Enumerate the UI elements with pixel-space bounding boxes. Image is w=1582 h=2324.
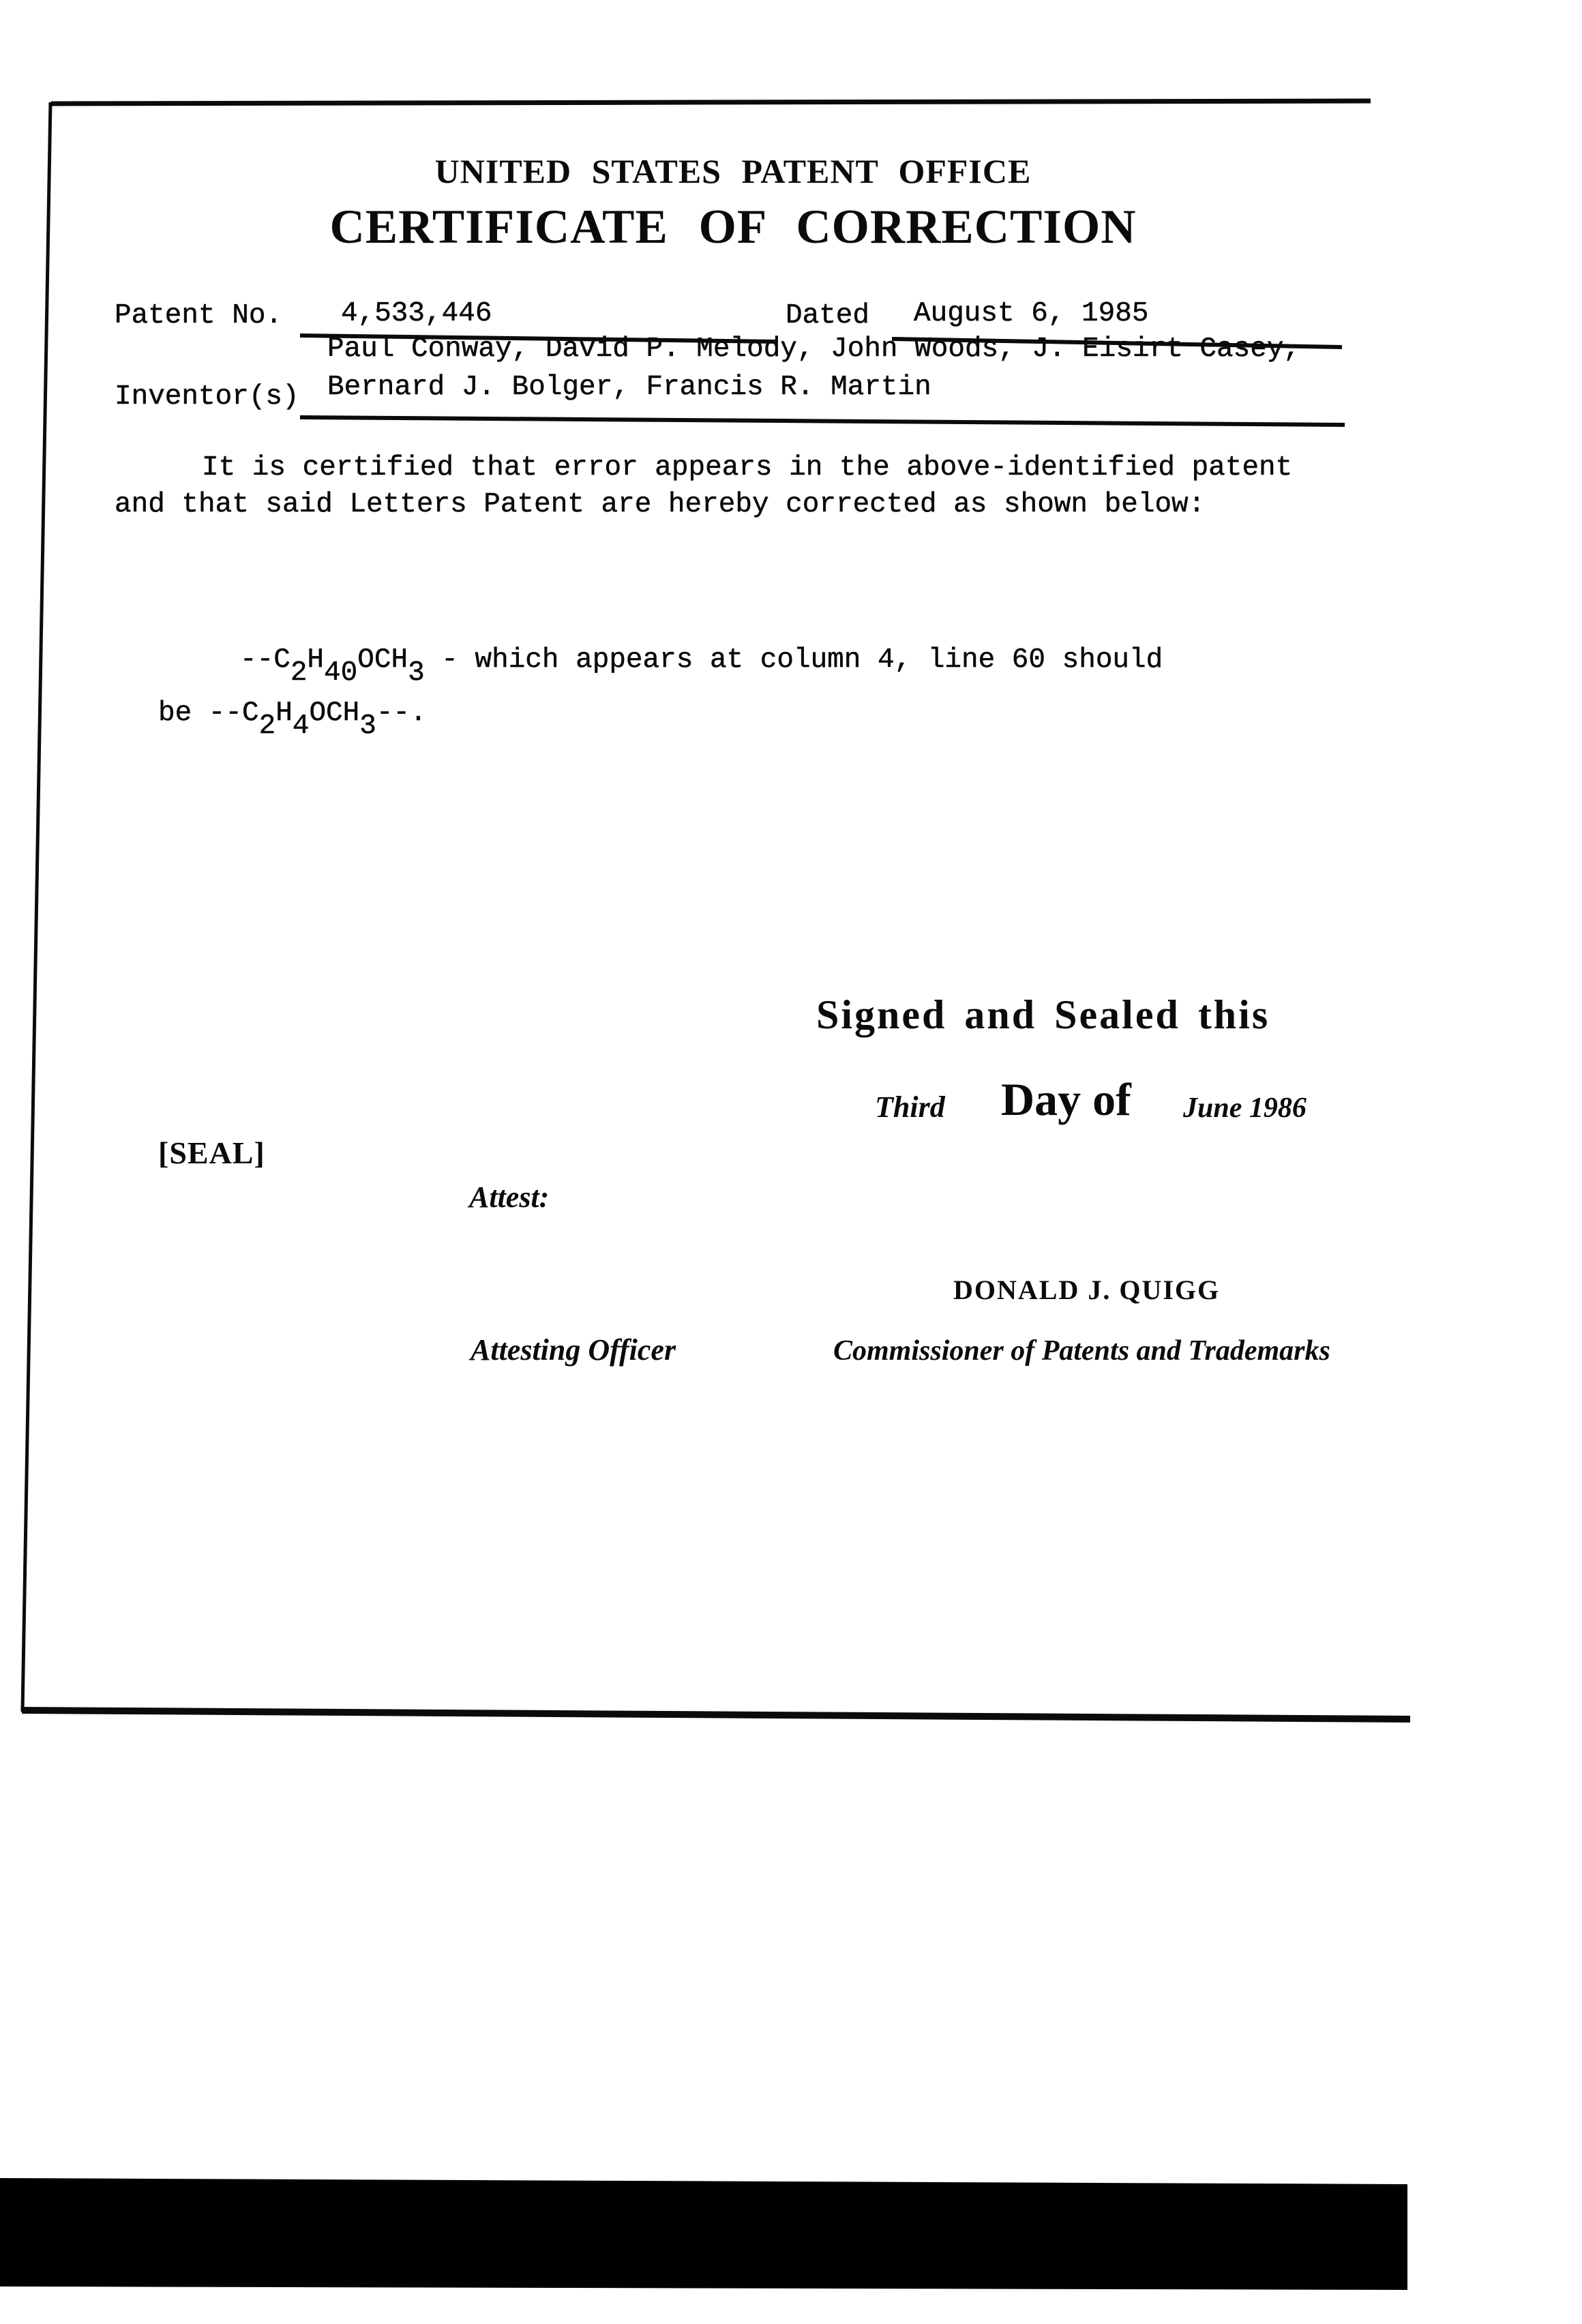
certificate-title: CERTIFICATE OF CORRECTION [329,200,1137,254]
patent-no-label: Patent No. [115,300,283,331]
formula-text: be --C [158,698,259,729]
certification-line2: and that said Letters Patent are hereby corrected as shown below: [115,489,1206,520]
formula-text: --C [240,644,290,676]
inventors-underline [300,417,1345,425]
correction-line1 [240,644,1163,689]
formula-subscript: 40 [324,657,358,689]
bottom-scan-bar [0,2178,1407,2290]
certification-line1: It is certified that error appears in the above-identified patent [202,452,1293,483]
attesting-officer-title: Attesting Officer [471,1333,676,1367]
formula-subscript: 2 [290,657,308,689]
dated-value: August 6, 1985 [914,298,1149,329]
formula-text: H [307,644,325,676]
formula-subscript: 4 [292,711,310,742]
correction-line2 [158,698,427,742]
frame-top-border [51,101,1371,104]
formula-text: OCH [357,644,408,676]
formula-text: H [275,698,293,729]
formula-subscript: 3 [359,711,376,742]
inventors-names-line1: Paul Conway, David P. Melody, John Woods, J. Eisirt Casey, [327,333,1301,365]
frame-bottom-border [22,1710,1410,1719]
officer-name: DONALD J. QUIGG [953,1275,1221,1305]
formula-subscript: 3 [408,657,425,689]
dated-label: Dated [786,300,870,331]
formula-text: OCH [309,698,360,729]
day-word: Third [875,1090,945,1124]
signed-sealed-heading: Signed and Sealed this [816,992,1270,1037]
commissioner-title: Commissioner of Patents and Trademarks [833,1335,1330,1367]
signature-date: June 1986 [1183,1092,1307,1124]
office-title: UNITED STATES PATENT OFFICE [434,152,1032,190]
attest-label: Attest: [469,1180,550,1214]
inventors-label: Inventor(s) [115,381,299,413]
formula-subscript: 2 [258,711,276,742]
day-of-label: Day of [1001,1073,1131,1125]
frame-left-border [23,102,50,1712]
inventors-names-line2: Bernard J. Bolger, Francis R. Martin [327,372,931,403]
formula-text: - which appears at column 4, line 60 should [424,644,1163,676]
seal-label: [SEAL] [158,1135,265,1170]
patent-no-value: 4,533,446 [341,298,492,329]
formula-text: --. [376,698,427,729]
